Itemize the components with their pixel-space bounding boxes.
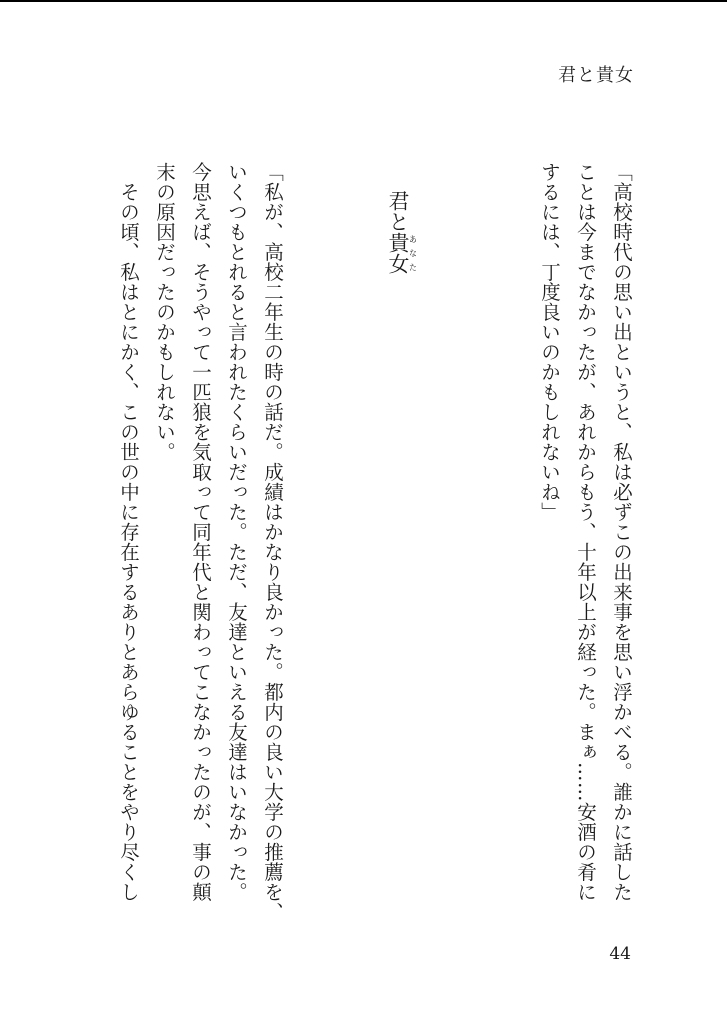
text-line-8: その頃、私はとにかく、この世の中に存在するありとあらゆることをやり尽くし xyxy=(117,162,140,902)
text-line-1: 「高校時代の思い出というと、私は必ずこの出来事を思い浮かべる。誰かに話した xyxy=(610,162,633,902)
text-line-6: 今思えば、そうやって一匹狼を気取って同年代と関わってこなかったのが、事の顛 xyxy=(189,162,212,902)
top-rule xyxy=(0,0,727,2)
text-line-2: ことは今までなかったが、あれからもう、十年以上が経った。まぁ……安酒の肴に xyxy=(574,162,597,902)
page-number: 44 xyxy=(609,944,631,964)
chapter-title-ruby-base: 貴女 xyxy=(386,232,410,274)
chapter-title-ruby-reading: あなた xyxy=(408,232,418,274)
chapter-title-prefix: 君と xyxy=(386,190,410,232)
text-line-3: するには、丁度良いのかもしれないね」 xyxy=(538,162,561,522)
text-line-5: いくつもとれると言われたくらいだった。ただ、友達といえる友達はいなかった。 xyxy=(225,162,248,902)
running-head: 君と貴女 xyxy=(558,65,634,86)
text-line-4: 「私が、高校二年生の時の話だ。成績はかなり良かった。都内の良い大学の推薦を、 xyxy=(261,162,284,922)
chapter-title xyxy=(382,190,417,274)
text-line-7: 末の原因だったのかもしれない。 xyxy=(153,162,176,462)
chapter-title-ruby xyxy=(386,232,418,274)
